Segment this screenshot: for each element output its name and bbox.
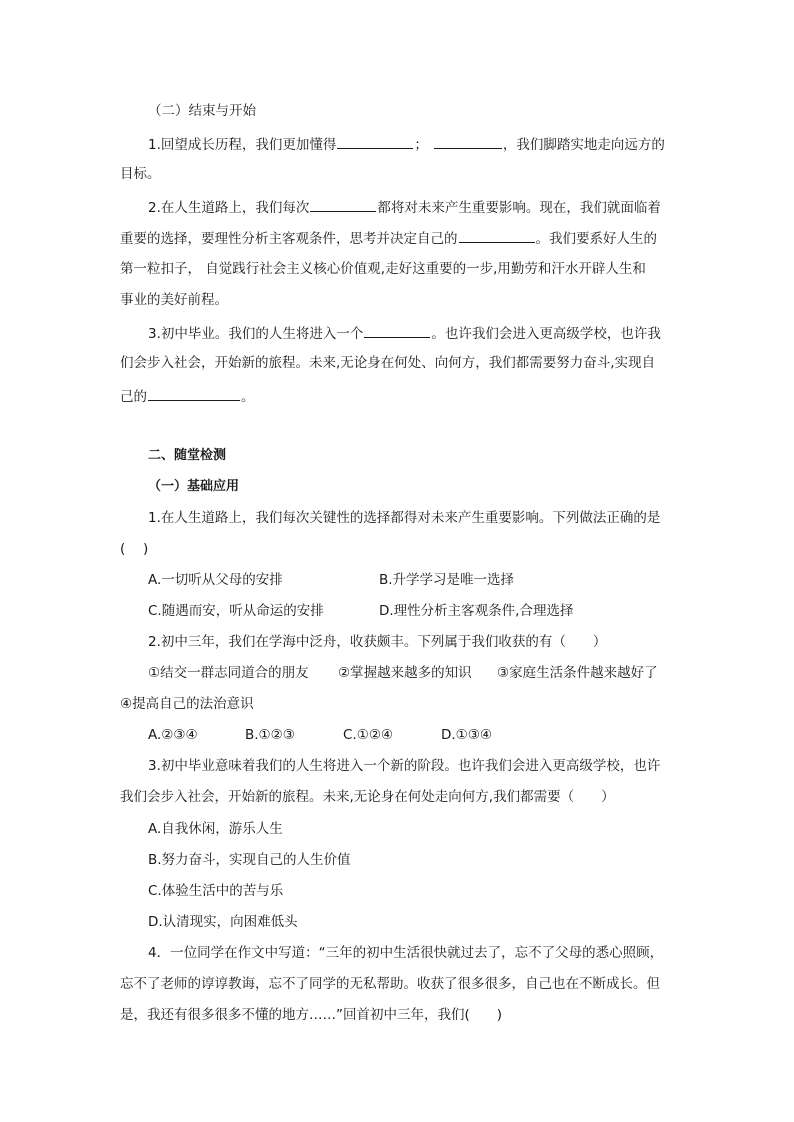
fill-question-2-line-4: 事业的美好前程。 (120, 292, 228, 308)
fill-question-1-line-1: 1.回望成长历程，我们更加懂得 ； ，我们脚踏实地走向远方的 (148, 133, 665, 153)
question-2-item-1: ①结交一群志同道合的朋友 (148, 665, 309, 681)
question-3-option-d[interactable]: D.认清现实，向困难低头 (148, 914, 298, 930)
question-3-option-a[interactable]: A.自我休闲，游乐人生 (148, 821, 283, 837)
question-2-option-b[interactable]: B.①②③ (245, 727, 295, 743)
question-1-option-a[interactable]: A.一切听从父母的安排 (148, 572, 283, 588)
question-2-option-c[interactable]: C.①②④ (343, 727, 394, 743)
question-3-option-c[interactable]: C.体验生活中的苦与乐 (148, 883, 284, 899)
question-3-stem-line-2: 我们会步入社会，开始新的旅程。未来,无论身在何处走向何方,我们都需要（ ） (120, 789, 615, 805)
fill-question-3-line-2: 们会步入社会，开始新的旅程。未来,无论身在何处、向何方，我们都需要努力奋斗,实现自 (120, 355, 656, 371)
question-4-stem-line-1: 4．一位同学在作文中写道：“三年的初中生活很快就过去了，忘不了父母的悉心照顾， (148, 945, 664, 961)
section-heading-in-class-test: 二、随堂检测 (148, 448, 227, 463)
answer-blank[interactable] (148, 385, 240, 401)
question-1-option-b[interactable]: B.升学学习是唯一选择 (379, 572, 515, 588)
fill-question-2-line-1: 2.在人生道路上，我们每次 都将对未来产生重要影响。现在，我们就面临着 (148, 196, 661, 216)
answer-blank[interactable] (459, 227, 535, 243)
question-2-option-d[interactable]: D.①③④ (441, 727, 492, 743)
answer-blank[interactable] (337, 133, 413, 149)
answer-blank[interactable] (434, 133, 502, 149)
question-3-stem-line-1: 3.初中毕业意味着我们的人生将进入一个新的阶段。也许我们会进入更高级学校，也许 (148, 758, 661, 774)
question-1-option-c[interactable]: C.随遇而安，听从命运的安排 (148, 603, 324, 619)
question-4-stem-line-2: 忘不了老师的谆谆教诲，忘不了同学的无私帮助。收获了很多很多，自己也在不断成长。但 (120, 976, 660, 992)
fill-question-1-line-2: 目标。 (120, 166, 161, 182)
question-2-stem: 2.初中三年，我们在学海中泛舟，收获颇丰。下列属于我们收获的有（ ） (148, 634, 607, 650)
question-4-stem-line-3: 是，我还有很多很多不懂的地方……”回首初中三年，我们( ) (120, 1007, 503, 1023)
question-2-option-a[interactable]: A.②③④ (148, 727, 198, 743)
question-2-item-4: ④提高自己的法治意识 (120, 696, 254, 712)
section-heading-ending-and-beginning: （二）结束与开始 (148, 103, 256, 119)
question-1-stem-line-1: 1.在人生道路上，我们每次关键性的选择都得对未来产生重要影响。下列做法正确的是 (148, 510, 661, 526)
question-3-option-b[interactable]: B.努力奋斗，实现自己的人生价值 (148, 852, 351, 868)
fill-question-2-line-2: 重要的选择，要理性分析主客观条件，思考并决定自己的 。我们要系好人生的 (120, 227, 657, 247)
fill-question-3-line-1: 3.初中毕业。我们的人生将进入一个 。也许我们会进入更高级学校，也许我 (148, 322, 661, 342)
question-2-item-2: ②掌握越来越多的知识 (338, 665, 472, 681)
subsection-heading-basic-application: （一）基础应用 (148, 479, 240, 494)
question-1-answer-bracket[interactable]: ( ) (120, 541, 149, 557)
answer-blank[interactable] (364, 322, 430, 338)
question-2-item-3: ③家庭生活条件越来越好了 (497, 665, 658, 681)
answer-blank[interactable] (310, 196, 376, 212)
question-1-option-d[interactable]: D.理性分析主客观条件,合理选择 (379, 603, 574, 619)
fill-question-2-line-3: 第一粒扣子， 自觉践行社会主义核心价值观,走好这重要的一步,用勤劳和汗水开辟人生和 (120, 261, 646, 277)
fill-question-3-line-3: 己的 。 (120, 385, 255, 405)
